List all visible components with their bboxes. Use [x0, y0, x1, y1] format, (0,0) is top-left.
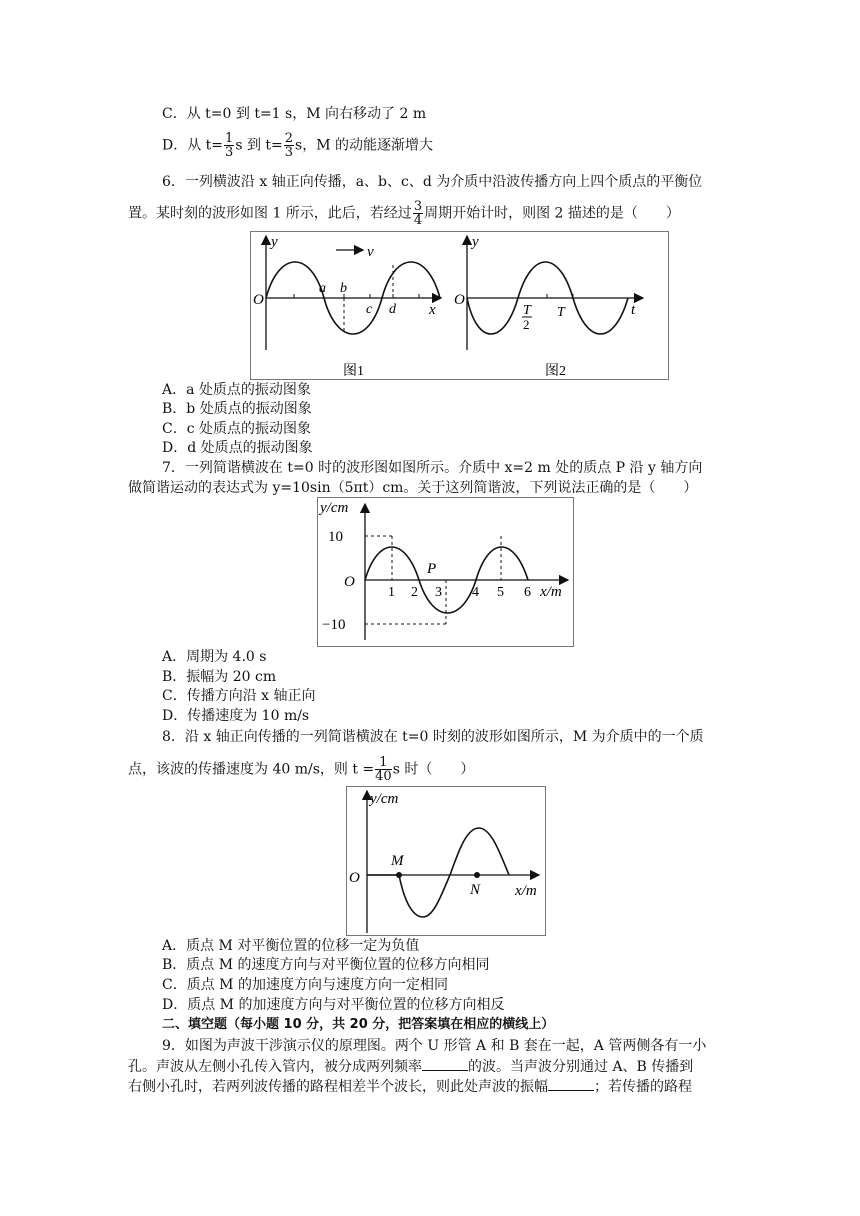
answer-blank-amplitude[interactable]: [548, 1076, 594, 1091]
fig2-t-half-num: T: [523, 303, 531, 318]
q8-option-d: D．质点 M 的加速度方向与对平衡位置的位移方向相反: [162, 997, 505, 1013]
fig1-a-label: a: [319, 281, 326, 296]
q7-x-axis-label: x/m: [540, 584, 562, 600]
q7-stem-line1: 7．一列简谐横波在 t=0 时的波形图如图所示。介质中 x=2 m 处的质点 P 沿 y 轴方向: [162, 460, 703, 476]
q9-stem-line3: 右侧小孔时，若两列波传播的路程相差半个波长，则此处声波的振幅 ；若传播的路程: [128, 1076, 692, 1097]
q7-origin: O: [344, 574, 355, 590]
q8-stem-line1: 8．沿 x 轴正向传播的一列简谐横波在 t=0 时刻的波形如图所示，M 为介质中的一个质: [162, 729, 704, 745]
fraction-one-third: $\frac{1}{3}$: [225, 131, 234, 160]
fig2-t-half-den: 2: [523, 317, 530, 332]
q7-figure-svg: [318, 498, 573, 646]
q7-tick-2: 2: [411, 585, 418, 600]
q8-option-c: C．质点 M 的加速度方向与速度方向一定相同: [162, 977, 448, 993]
fig1-b-label: b: [340, 281, 347, 296]
q6-option-d: D．d 处质点的振动图象: [162, 440, 313, 456]
q8-option-b: B．质点 M 的速度方向与对平衡位置的位移方向相同: [162, 957, 490, 973]
q6-figure: [250, 231, 669, 380]
q7-figure: [317, 497, 574, 647]
q7-stem-line2: 做简谐运动的表达式为 y=10sin（5πt）cm。关于这列简谐波，下列说法正确的是（ ）: [128, 480, 698, 496]
q8-point-n: [474, 872, 480, 878]
fig2-period-label: T: [557, 305, 565, 320]
q6-option-a: A．a 处质点的振动图象: [162, 382, 311, 398]
q7-option-c: C．传播方向沿 x 轴正向: [162, 688, 316, 704]
fig2-t-label: t: [631, 302, 636, 318]
fig1-caption: 图1: [343, 364, 364, 379]
q8-x-axis-label: x/m: [515, 883, 537, 899]
q6-option-b: B．b 处质点的振动图象: [162, 401, 312, 417]
q7-tick-4: 4: [472, 585, 479, 600]
fraction-one-fortieth: $\frac{1}{40}$: [375, 755, 392, 784]
q6-figure-svg: [251, 232, 668, 379]
q7-option-b: B．振幅为 20 cm: [162, 669, 277, 685]
q7-tick-1: 1: [388, 585, 395, 600]
fraction-two-thirds: $\frac{2}{3}$: [284, 131, 294, 160]
q7-tick-5: 5: [497, 585, 504, 600]
q6-option-c: C．c 处质点的振动图象: [162, 421, 312, 437]
q5-option-c: C．从 t=0 到 t=1 s，M 向右移动了 2 m: [162, 106, 427, 122]
q8-m-label: M: [391, 853, 404, 869]
q8-figure-svg: [347, 787, 545, 935]
fig1-x-label: x: [429, 302, 436, 318]
q6-stem-line1: 6．一列横波沿 x 轴正向传播，a、b、c、d 为介质中沿波传播方向上四个质点的平衡位: [162, 174, 703, 190]
fraction-three-quarters: $\frac{3}{4}$: [413, 199, 423, 228]
q7-tick-3: 3: [435, 585, 442, 600]
q7-p-label: P: [427, 561, 437, 577]
q8-point-m: [396, 872, 402, 878]
q7-y-top-label: 10: [328, 529, 343, 545]
q9-stem-line1: 9．如图为声波干涉演示仪的原理图。两个 U 形管 A 和 B 套在一起，A 管两侧各有一小: [162, 1038, 707, 1054]
q7-tick-6: 6: [524, 585, 531, 600]
q8-option-a: A．质点 M 对平衡位置的位移一定为负值: [162, 938, 420, 954]
section-heading-fill-in: 二、填空题（每小题 10 分，共 20 分，把答案填在相应的横线上）: [162, 1017, 555, 1032]
q5-option-d: D．从 t= $\frac{1}{3}$ s 到 t= $\frac{2}{3}$ s，M 的动能逐渐增大: [162, 131, 434, 160]
fig2-y-label: y: [472, 234, 479, 250]
fig1-v-label: v: [367, 244, 374, 260]
fig1-c-label: c: [366, 302, 373, 317]
q8-origin: O: [349, 870, 360, 886]
q8-stem-line2: 点，该波的传播速度为 40 m/s，则 t = $\frac{1}{40}$ s 时（ ）: [128, 755, 475, 784]
fig2-caption: 图2: [545, 364, 566, 379]
q9-stem-line2: 孔。声波从左侧小孔传入管内，被分成两列频率 的波。当声波分别通过 A、B 传播到: [128, 1056, 693, 1077]
fig2-origin: O: [454, 292, 465, 308]
q8-n-label: N: [470, 882, 481, 898]
fig1-d-label: d: [389, 302, 396, 317]
q7-option-a: A．周期为 4.0 s: [162, 649, 267, 665]
q8-y-axis-label: y/cm: [370, 791, 399, 807]
fig1-origin: O: [253, 292, 264, 308]
q8-figure: [346, 786, 546, 936]
fig1-y-label: y: [271, 234, 278, 250]
q7-option-d: D．传播速度为 10 m/s: [162, 708, 310, 724]
q8-wave: [367, 828, 509, 917]
q7-y-axis-label: y/cm: [320, 500, 349, 516]
q6-stem-line2: 置。某时刻的波形如图 1 所示，此后，若经过 $\frac{3}{4}$ 周期开始计时，则图 2 描述的是（ ）: [128, 199, 680, 228]
answer-blank-frequency[interactable]: [422, 1056, 468, 1071]
q7-y-bottom-label: −10: [322, 617, 346, 633]
